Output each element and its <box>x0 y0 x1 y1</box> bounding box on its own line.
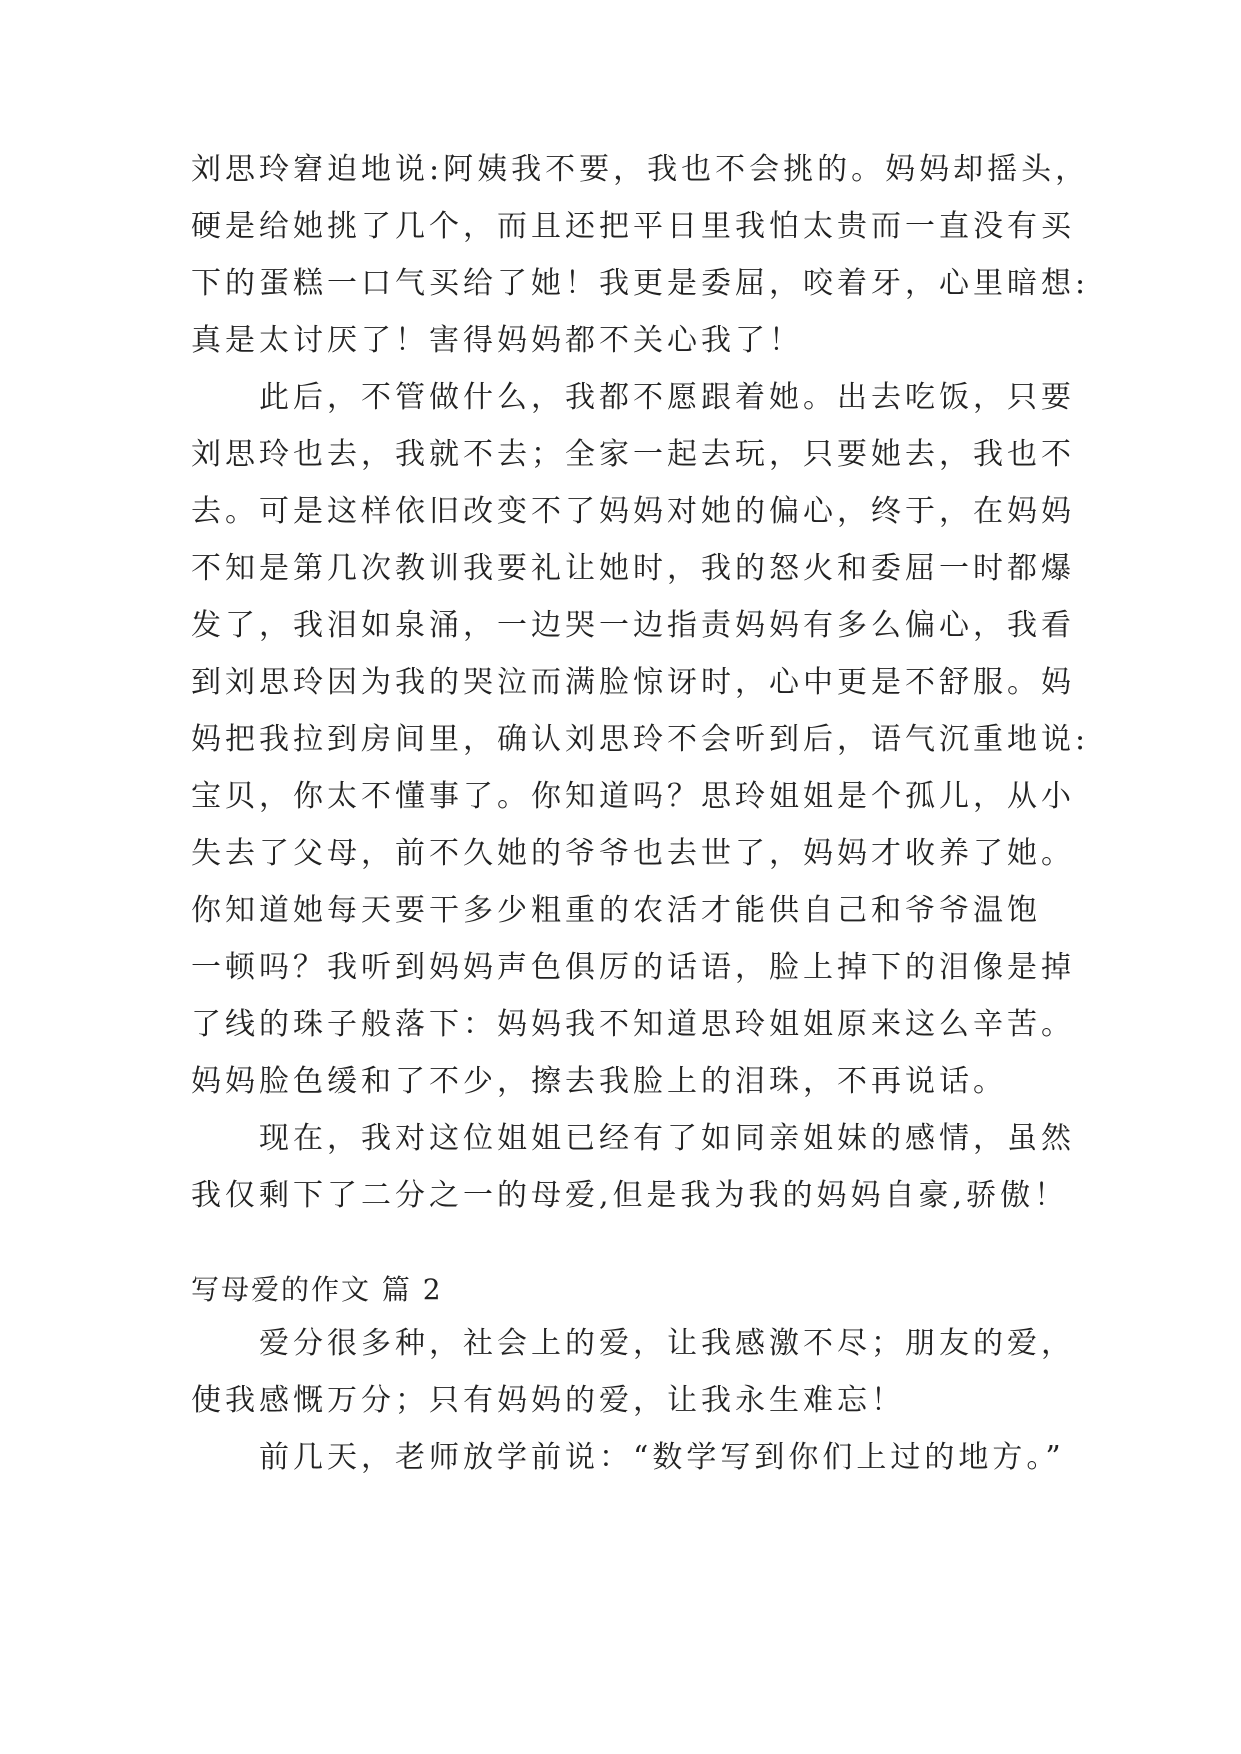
paragraph-line: 到刘思玲因为我的哭泣而满脸惊讶时，心中更是不舒服。妈 <box>191 665 1075 700</box>
paragraph-line: 了线的珠子般落下：妈妈我不知道思玲姐姐原来这么辛苦。 <box>191 1007 1075 1042</box>
paragraph-line: 刘思玲也去，我就不去；全家一起去玩，只要她去，我也不 <box>191 437 1075 472</box>
paragraph-line: 刘思玲窘迫地说:阿姨我不要，我也不会挑的。妈妈却摇头， <box>191 152 1090 187</box>
paragraph-line: 前几天，老师放学前说：“数学写到你们上过的地方。” <box>191 1440 1065 1475</box>
paragraph-line: 硬是给她挑了几个，而且还把平日里我怕太贵而一直没有买 <box>191 209 1075 244</box>
paragraph-line: 妈把我拉到房间里，确认刘思玲不会听到后，语气沉重地说: <box>191 722 1090 757</box>
paragraph-line: 我仅剩下了二分之一的母爱,但是我为我的妈妈自豪,骄傲！ <box>191 1178 1069 1213</box>
paragraph-line: 真是太讨厌了！害得妈妈都不关心我了！ <box>191 323 803 358</box>
paragraph-line: 不知是第几次教训我要礼让她时，我的怒火和委屈一时都爆 <box>191 551 1075 586</box>
section-heading: 写母爱的作文 篇 2 <box>191 1273 443 1306</box>
paragraph-line: 此后，不管做什么，我都不愿跟着她。出去吃饭，只要 <box>191 380 1075 415</box>
paragraph-line: 失去了父母，前不久她的爷爷也去世了，妈妈才收养了她。 <box>191 836 1075 871</box>
paragraph-line: 现在，我对这位姐姐已经有了如同亲姐妹的感情，虽然 <box>191 1121 1075 1156</box>
paragraph-line: 使我感慨万分；只有妈妈的爱，让我永生难忘！ <box>191 1383 905 1418</box>
paragraph-line: 宝贝，你太不懂事了。你知道吗？思玲姐姐是个孤儿，从小 <box>191 779 1075 814</box>
paragraph-line: 爱分很多种，社会上的爱，让我感激不尽；朋友的爱， <box>191 1326 1075 1361</box>
paragraph-line: 下的蛋糕一口气买给了她！我更是委屈，咬着牙，心里暗想: <box>191 266 1090 301</box>
paragraph-line: 发了，我泪如泉涌，一边哭一边指责妈妈有多么偏心，我看 <box>191 608 1075 643</box>
paragraph-line: 你知道她每天要干多少粗重的农活才能供自己和爷爷温饱 <box>191 893 1041 928</box>
paragraph-line: 去。可是这样依旧改变不了妈妈对她的偏心，终于，在妈妈 <box>191 494 1075 529</box>
paragraph-line: 一顿吗？我听到妈妈声色俱厉的话语，脸上掉下的泪像是掉 <box>191 950 1075 985</box>
paragraph-line: 妈妈脸色缓和了不少，擦去我脸上的泪珠，不再说话。 <box>191 1064 1007 1099</box>
